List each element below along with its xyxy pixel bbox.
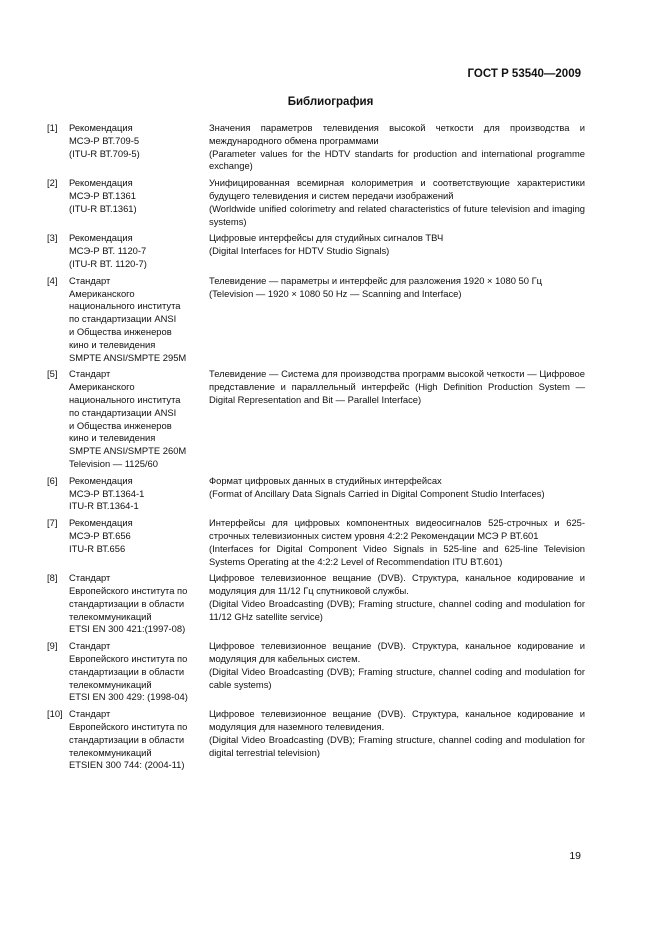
entry-description-paragraph: (Digital Video Broadcasting (DVB); Framing structure, channel coding and modulation for cable systems) [209, 665, 585, 690]
entry-source-line: кино и телевидения [69, 338, 156, 350]
entry-source-line: ITU-R ВТ.1364-1 [69, 500, 139, 512]
entry-source-line: Рекомендация [69, 177, 133, 189]
entry-description [206, 640, 585, 708]
entry-source [69, 232, 206, 274]
entry-source [69, 572, 206, 640]
entry-source [69, 368, 206, 474]
entry-source-line: Стандарт [69, 708, 111, 720]
bibliography-entry [47, 475, 585, 517]
bibliography-entry [47, 708, 585, 776]
entry-description [206, 232, 585, 274]
bibliography-entry [47, 122, 585, 177]
entry-number: [3] [47, 232, 58, 244]
bibliography-entry [47, 368, 585, 474]
entry-description-paragraph: Интерфейсы для цифровых компонентных видеосигналов 525-строчных и 625-строчных телевизионных систем уровня 4:2:2 Рекомендации МСЭ Р ВТ.601 [209, 517, 585, 541]
entry-source-line: телекоммуникаций [69, 746, 152, 758]
entry-description-paragraph: Цифровое телевизионное вещание (DVB). Структура, канальное кодирование и модуляция для кабельных систем. [209, 640, 585, 665]
entry-number: [1] [47, 122, 58, 133]
entry-source [69, 708, 206, 776]
bibliography-table [47, 122, 585, 776]
entry-description-paragraph: (Interfaces for Digital Component Video Signals in 525-line and 625-line Television Systems Operating at the 4:2:2 Level of Recommendation ITU BT.601) [209, 542, 585, 567]
entry-source-line: SMPTE ANSI/SMPTE 295M [69, 351, 187, 363]
entry-source [69, 122, 206, 177]
entry-description-paragraph: Цифровое телевизионное вещание (DVB). Структура, канальное кодирование и модуляция для наземного телевидения. [209, 708, 585, 733]
entry-source-line: Американского [69, 287, 135, 299]
entry-number: [9] [47, 640, 58, 652]
entry-description [206, 177, 585, 232]
bibliography-entry [47, 640, 585, 708]
entry-source-line: Рекомендация [69, 122, 133, 133]
entry-description [206, 368, 585, 474]
entry-description-paragraph: (Digital Interfaces for HDTV Studio Signals) [209, 245, 390, 257]
entry-description-paragraph: (Format of Ancillary Data Signals Carried in Digital Component Studio Interfaces) [209, 487, 545, 499]
entry-description-paragraph: (Parameter values for the HDTV standarts for production and international programme exchange) [209, 147, 585, 172]
entry-description-paragraph: Значения параметров телевидения высокой четкости для производства и международного обмена программами [209, 122, 585, 146]
entry-description-paragraph: Телевидение — Система для производства программ высокой четкости — Цифровое представление и параллельный интерфейс (High Definition Production System — Digital Representation and Bit — Parallel Interface) [209, 368, 585, 405]
entry-source-line: Стандарт [69, 572, 111, 584]
entry-source-line: (ITU-R ВТ.709-5) [69, 147, 140, 159]
entry-source-line: телекоммуникаций [69, 610, 152, 622]
bibliography-entry [47, 572, 585, 640]
document-code-header: ГОСТ Р 53540—2009 [467, 68, 581, 80]
entry-description-paragraph: (Digital Video Broadcasting (DVB); Framing structure, channel coding and modulation for 11/12 GHz satellite service) [209, 597, 585, 622]
entry-number: [8] [47, 572, 58, 584]
bibliography-entry [47, 232, 585, 274]
entry-number: [4] [47, 274, 58, 286]
entry-source-line: ITU-R ВТ.656 [69, 542, 126, 554]
entry-source-line: МСЭ-Р ВТ.709-5 [69, 134, 140, 146]
entry-source-line: МСЭ-Р ВТ.1361 [69, 189, 136, 201]
entry-source-line: и Общества инженеров [69, 325, 172, 337]
entry-source-line: телекоммуникаций [69, 678, 152, 690]
entry-source-line: Стандарт [69, 368, 111, 380]
entry-source-line: Европейского института по [69, 585, 188, 597]
entry-source-line: кино и телевидения [69, 432, 156, 444]
entry-source-line: стандартизации в области [69, 665, 185, 677]
entry-source [69, 275, 206, 369]
page-number: 19 [569, 850, 581, 862]
entry-source-line: по стандартизации ANSI [69, 406, 177, 418]
bibliography-entry [47, 275, 585, 369]
page-title: Библиография [287, 96, 374, 108]
entry-description-paragraph: Цифровые интерфейсы для студийных сигналов ТВЧ [209, 232, 444, 244]
entry-source-line: МСЭ-Р ВТ. 1120-7 [69, 245, 147, 257]
entry-description-paragraph: Унифицированная всемирная колориметрия и соответствующие характеристики будущего телевидения и систем передачи изображений [209, 177, 585, 201]
entry-description-paragraph: (Television — 1920 × 1080 50 Hz — Scanning and Interface) [209, 287, 462, 299]
entry-number: [6] [47, 474, 58, 486]
entry-source-line: ETSI EN 300 429: (1998-04) [69, 691, 188, 703]
entry-number: [5] [47, 368, 58, 380]
entry-description [206, 475, 585, 517]
entry-source-line: (ITU-R ВТ. 1120-7) [69, 257, 147, 269]
entry-source-line: национального института [69, 393, 181, 405]
entry-source-line: Рекомендация [69, 474, 133, 486]
entry-description [206, 517, 585, 572]
bibliography-entry [47, 177, 585, 232]
entry-description-paragraph: Цифровое телевизионное вещание (DVB). Структура, канальное кодирование и модуляция для 11/12 Гц спутниковой службы. [209, 572, 585, 597]
entry-source-line: по стандартизации ANSI [69, 313, 177, 325]
entry-source-line: ETSI EN 300 421:(1997-08) [69, 623, 186, 635]
entry-source-line: Европейского института по [69, 721, 188, 733]
entry-source-line: Стандарт [69, 640, 111, 652]
entry-source-line: ETSIEN 300 744: (2004-11) [69, 759, 185, 771]
entry-source [69, 177, 206, 232]
entry-description-paragraph: (Digital Video Broadcasting (DVB); Framing structure, channel coding and modulation for digital terrestrial television) [209, 733, 585, 758]
entry-source-line: МСЭ-Р ВТ.1364-1 [69, 487, 145, 499]
entry-description [206, 572, 585, 640]
entry-source-line: Европейского института по [69, 653, 188, 665]
entry-source-line: МСЭ-Р ВТ.656 [69, 529, 131, 541]
entry-source-line: Стандарт [69, 274, 111, 286]
entry-source [69, 517, 206, 572]
entry-description [206, 122, 585, 177]
entry-source-line: и Общества инженеров [69, 419, 172, 431]
bibliography-entry [47, 517, 585, 572]
entry-description [206, 275, 585, 369]
entry-source [69, 640, 206, 708]
entry-source-line: национального института [69, 300, 181, 312]
entry-description-paragraph: Телевидение — параметры и интерфейс для разложения 1920 × 1080 50 Гц [209, 274, 543, 286]
entry-description-paragraph: (Worldwide unified colorimetry and related characteristics of future television and imaging systems) [209, 202, 585, 227]
entry-description-paragraph: Формат цифровых данных в студийных интерфейсах [209, 474, 442, 486]
entry-number: [2] [47, 177, 58, 189]
entry-number: [10] [47, 708, 63, 720]
entry-description [206, 708, 585, 776]
entry-source-line: Television — 1125/60 [69, 457, 158, 469]
entry-source-line: Американского [69, 381, 135, 393]
entry-source-line: стандартизации в области [69, 733, 185, 745]
entry-number: [7] [47, 517, 58, 529]
entry-source-line: Рекомендация [69, 232, 133, 244]
entry-source [69, 475, 206, 517]
entry-source-line: SMPTE ANSI/SMPTE 260M [69, 445, 187, 457]
entry-source-line: Рекомендация [69, 517, 133, 529]
entry-source-line: стандартизации в области [69, 597, 185, 609]
entry-source-line: (ITU-R ВТ.1361) [69, 202, 137, 214]
